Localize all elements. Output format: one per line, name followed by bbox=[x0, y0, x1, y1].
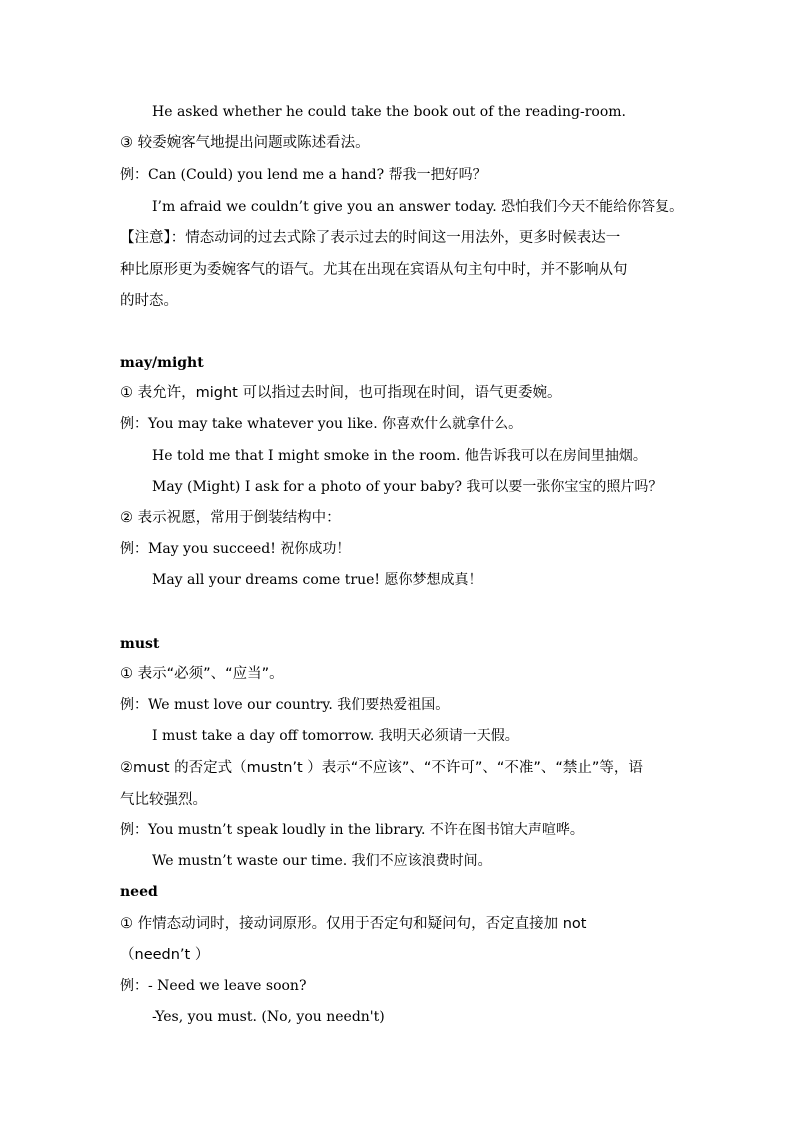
example-sentence: May (Might) I ask for a photo of your baby? 我可以要一张你宝宝的照片吗？ bbox=[152, 479, 663, 495]
example-sentence: 例：We must love our country. 我们要热爱祖国。 bbox=[120, 697, 450, 713]
example-sentence: He told me that I might smoke in the room. 他告诉我可以在房间里抽烟。 bbox=[152, 448, 647, 464]
usage-point-1-continued: （needn’t ） bbox=[120, 947, 210, 963]
usage-point-1: ① 表允许，might 可以指过去时间，也可指现在时间，语气更委婉。 bbox=[120, 385, 562, 401]
usage-point-1: ① 作情态动词时，接动词原形。仅用于否定句和疑问句，否定直接加 not bbox=[120, 916, 587, 932]
usage-point-3: ③ 较委婉客气地提出问题或陈述看法。 bbox=[120, 135, 370, 151]
note-paragraph-line: 种比原形更为委婉客气的语气。尤其在出现在宾语从句主句中时，并不影响从句 bbox=[120, 262, 628, 278]
example-sentence: 例：You may take whatever you like. 你喜欢什么就拿什么。 bbox=[120, 416, 523, 432]
usage-point-2: ② 表示祝愿，常用于倒装结构中： bbox=[120, 510, 341, 526]
example-sentence: He asked whether he could take the book out of the reading-room. bbox=[152, 104, 626, 120]
example-sentence: 例：You mustn’t speak loudly in the library. 不许在图书馆大声喧哗。 bbox=[120, 822, 584, 838]
example-sentence: 例：Can (Could) you lend me a hand? 帮我一把好吗？ bbox=[120, 167, 487, 183]
section-heading-need: need bbox=[120, 884, 158, 900]
note-paragraph-line: 的时态。 bbox=[120, 293, 178, 309]
note-paragraph-line: 【注意】：情态动词的过去式除了表示过去的时间这一用法外，更多时候表达一 bbox=[120, 230, 621, 246]
example-sentence: 例：May you succeed! 祝你成功！ bbox=[120, 541, 351, 557]
usage-point-1: ① 表示“必须”、“应当”。 bbox=[120, 666, 284, 682]
example-sentence: -Yes, you must. (No, you needn't) bbox=[152, 1009, 385, 1025]
usage-point-2: ②must 的否定式（mustn’t ）表示“不应该”、“不许可”、“不准”、“禁止”等，语 bbox=[120, 760, 643, 776]
example-sentence: May all your dreams come true! 愿你梦想成真！ bbox=[152, 572, 483, 588]
example-sentence: 例：- Need we leave soon? bbox=[120, 978, 307, 994]
usage-point-2-continued: 气比较强烈。 bbox=[120, 792, 207, 808]
section-heading-may-might: may/might bbox=[120, 355, 204, 371]
example-sentence: I’m afraid we couldn’t give you an answer today. 恐怕我们今天不能给你答复。 bbox=[152, 199, 684, 215]
example-sentence: I must take a day off tomorrow. 我明天必须请一天假。 bbox=[152, 728, 519, 744]
example-sentence: We mustn’t waste our time. 我们不应该浪费时间。 bbox=[152, 853, 492, 869]
section-heading-must: must bbox=[120, 636, 160, 652]
